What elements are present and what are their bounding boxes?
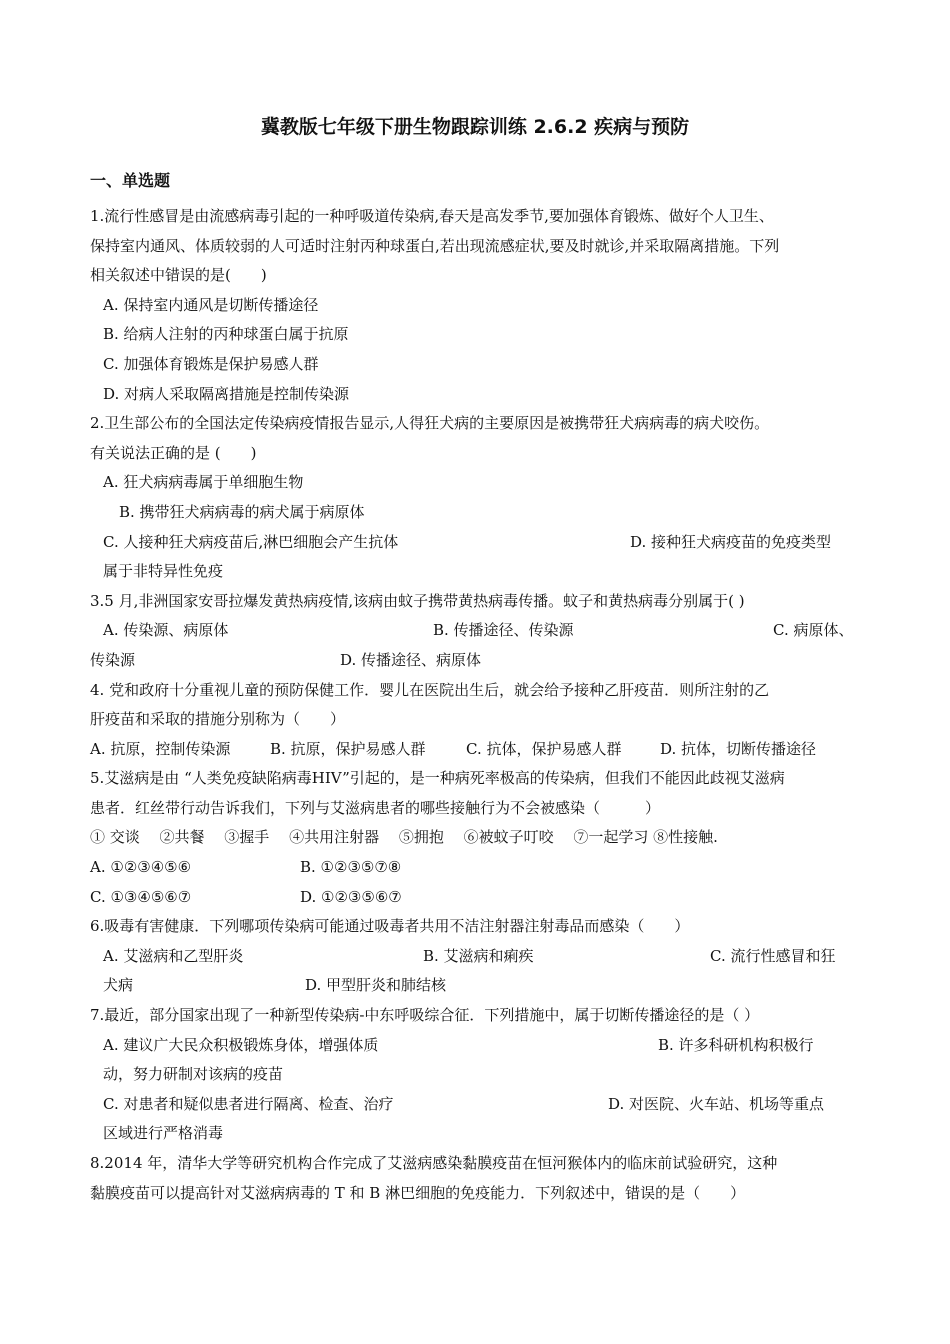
q7-option-a: A. 建议广大民众积极锻炼身体，增强体质 [103,1035,379,1054]
q4-stem-line1: 4. 党和政府十分重视儿童的预防保健工作．婴儿在医院出生后，就会给予接种乙肝疫苗．则所注射的乙 [90,680,770,699]
q4-option-a: A. 抗原，控制传染源 [90,739,231,758]
q8-stem-line2: 黏膜疫苗可以提高针对艾滋病病毒的 T 和 B 淋巴细胞的免疫能力．下列叙述中，错误的是（ ） [90,1183,746,1202]
q1-option-b: B. 给病人注射的丙种球蛋白属于抗原 [103,325,349,344]
q3-options-abc [90,616,860,646]
q1-stem-line3: 相关叙述中错误的是( ) [90,266,267,285]
q4-option-c: C. 抗体，保护易感人群 [466,739,622,758]
q7-option-b: B. 许多科研机构积极行 [658,1035,814,1054]
q2-options-cd [90,528,860,558]
q2-stem-line1: 2.卫生部公布的全国法定传染病疫情报告显示,人得狂犬病的主要原因是被携带狂犬病病毒的病犬咬伤。 [90,414,770,433]
q7-option-d: D. 对医院、火车站、机场等重点 [608,1094,825,1113]
q7-option-c: C. 对患者和疑似患者进行隔离、检查、治疗 [103,1094,394,1113]
q2-option-a: A. 狂犬病病毒属于单细胞生物 [103,473,304,492]
q3-options-cd [90,646,860,676]
q5-items: ① 交谈 ②共餐 ③握手 ④共用注射器 ⑤拥抱 ⑥被蚊子叮咬 ⑦一起学习 ⑧性接触. [90,828,718,847]
q6-option-c-cont: 犬病 [103,976,134,995]
q6-stem: 6.吸毒有害健康．下列哪项传染病可能通过吸毒者共用不洁注射器注射毒品而感染（ ） [90,917,690,936]
q3-option-b: B. 传播途径、传染源 [433,621,574,640]
q5-option-d: D. ①②③⑤⑥⑦ [300,887,402,906]
q5-stem-line2: 患者．红丝带行动告诉我们，下列与艾滋病患者的哪些接触行为不会被感染（ ） [90,798,661,817]
q2-option-d: D. 接种狂犬病疫苗的免疫类型 [630,532,832,551]
q4-option-b: B. 抗原，保护易感人群 [270,739,426,758]
q3-stem: 3.5 月,非洲国家安哥拉爆发黄热病疫情,该病由蚊子携带黄热病毒传播。蚊子和黄热病毒分别属于( ) [90,591,745,610]
q3-option-c: C. 病原体、 [773,621,854,640]
q2-stem-line2: 有关说法正确的是 ( ) [90,443,257,462]
q4-option-d: D. 抗体，切断传播途径 [660,739,817,758]
q1-stem-line2: 保持室内通风、体质较弱的人可适时注射丙种球蛋白,若出现流感症状,要及时就诊,并采取隔离措施。下列 [90,236,780,255]
q8-stem-line1: 8.2014 年，清华大学等研究机构合作完成了艾滋病感染黏膜疫苗在恒河猴体内的临床前试验研究，这种 [90,1154,778,1172]
q4-stem-line2: 肝疫苗和采取的措施分别称为（ ） [90,710,346,729]
q5-stem-line1: 5.艾滋病是由 “人类免疫缺陷病毒HIV”引起的，是一种病死率极高的传染病，但我们不能因此歧视艾滋病 [90,769,785,788]
q5-option-a: A. ①②③④⑤⑥ [90,858,192,877]
q6-option-d: D. 甲型肝炎和肺结核 [305,976,447,995]
q3-option-a: A. 传染源、病原体 [103,621,229,640]
q3-option-d: D. 传播途径、病原体 [340,650,482,669]
q1-option-c: C. 加强体育锻炼是保护易感人群 [103,354,319,373]
q1-option-a: A. 保持室内通风是切断传播途径 [103,295,319,314]
q1-option-d: D. 对病人采取隔离措施是控制传染源 [103,384,350,403]
q7-options-ab [90,1031,860,1061]
q4-options [90,735,860,765]
q5-option-b: B. ①②③⑤⑦⑧ [300,858,402,877]
question-list [90,202,860,1208]
q1-stem-line1: 1.流行性感冒是由流感病毒引起的一种呼吸道传染病,春天是高发季节,要加强体育锻炼、做好个人卫生、 [90,207,774,225]
q7-stem: 7.最近，部分国家出现了一种新型传染病-中东呼吸综合征．下列措施中，属于切断传播途径的是（ ） [90,1006,760,1025]
page-title: 冀教版七年级下册生物跟踪训练 2.6.2 疾病与预防 [260,116,690,138]
q6-option-a: A. 艾滋病和乙型肝炎 [103,946,244,965]
q6-options-abc [90,942,860,972]
q6-option-c: C. 流行性感冒和狂 [710,946,836,965]
q6-options-cd [90,971,860,1001]
q7-option-d-cont: 区域进行严格消毒 [103,1124,224,1143]
q3-option-c-cont: 传染源 [90,650,136,669]
section-heading: 一、单选题 [90,171,171,190]
q2-option-d-cont: 属于非特异性免疫 [103,562,224,581]
q5-options-ab [90,853,860,883]
q2-option-c: C. 人接种狂犬病疫苗后,淋巴细胞会产生抗体 [103,532,399,551]
q6-option-b: B. 艾滋病和痢疾 [423,946,534,965]
q2-option-b: B. 携带狂犬病病毒的病犬属于病原体 [119,502,365,521]
q7-option-b-cont: 动，努力研制对该病的疫苗 [103,1065,284,1084]
q5-option-c: C. ①③④⑤⑥⑦ [90,887,192,906]
q5-options-cd [90,883,860,913]
q7-options-cd [90,1090,860,1120]
